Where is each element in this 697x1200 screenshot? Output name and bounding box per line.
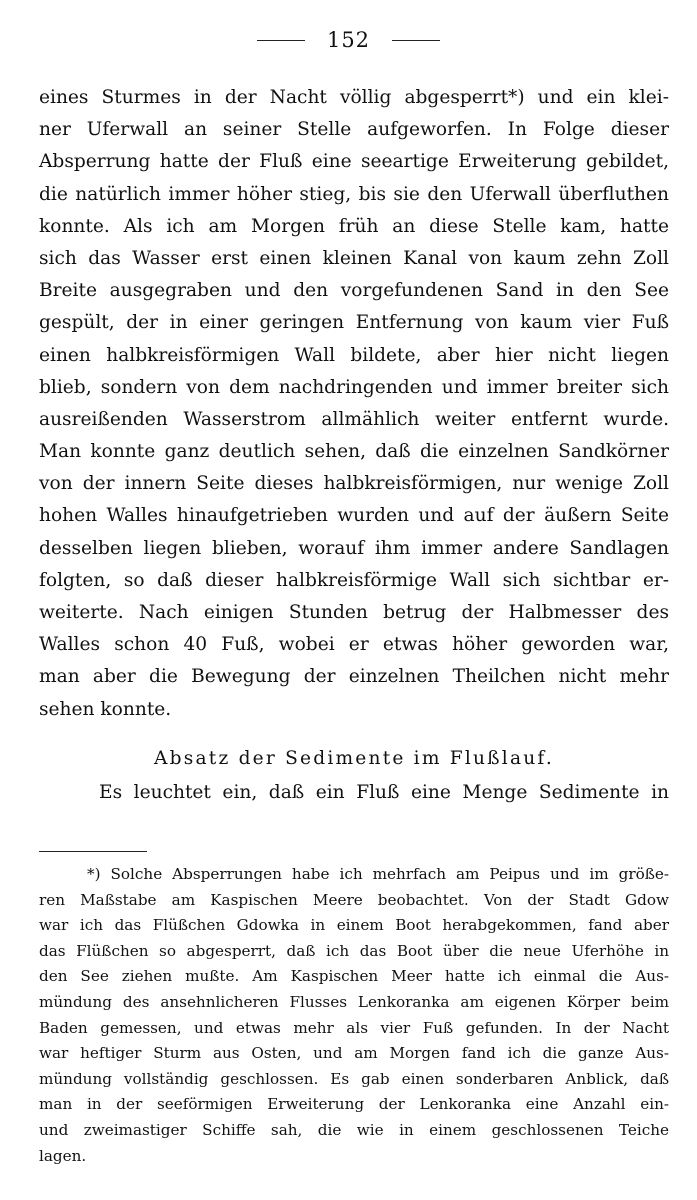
text-line: konnte. Als ich am Morgen früh an diese Stelle kam, hatte [39,215,669,237]
text-line: Walles schon 40 Fuß, wobei er etwas höher geworden war, [39,634,669,656]
footnote-line: das Flüßchen so abgesperrt, daß ich das Boot über die neue Uferhöhe in [39,941,669,960]
text-line: folgten, so daß dieser halbkreisförmige Wall sich sichtbar er- [39,569,669,591]
footnote-line: mündung des ansehnlicheren Flusses Lenkoranka am eigenen Körper beim [39,992,669,1011]
footnote-line: den See ziehen mußte. Am Kaspischen Meer hatte ich einmal die Aus- [39,967,669,986]
footnote [39,862,669,1169]
text-line: sehen konnte. [39,698,172,720]
text-line: die natürlich immer höher stieg, bis sie den Uferwall überfluthen [39,183,669,205]
text-line: blieb, sondern von dem nachdringenden und immer breiter sich [39,376,669,398]
section-heading: Absatz der Sedimente im Flußlauf. [154,747,554,769]
footnote-line: mündung vollständig geschlossen. Es gab einen sonderbaren Anblick, daß [39,1069,669,1088]
text-line: Man konnte ganz deutlich sehen, daß die einzelnen Sandkörner [39,441,669,463]
text-line: ner Uferwall an seiner Stelle aufgeworfen. In Folge dieser [39,119,669,141]
header-rule-right [392,40,440,41]
footnote-line: war heftiger Sturm aus Osten, und am Morgen fand ich die ganze Aus- [39,1044,669,1063]
footnote-line: man in der seeförmigen Erweiterung der Lenkoranka eine Anzahl ein- [39,1095,669,1114]
text-line: weiterte. Nach einigen Stunden betrug der Halbmesser des [39,602,669,623]
text-line: ausreißenden Wasserstrom allmählich weiter entfernt wurde. [39,408,669,430]
text-line: desselben liegen blieben, worauf ihm immer andere Sandlagen [39,537,669,559]
footnote-line: Baden gemessen, und etwas mehr als vier Fuß gefunden. In der Nacht [39,1018,669,1037]
page-number: 152 [326,28,371,52]
page-header [0,28,697,52]
paragraph-start-line: Es leuchtet ein, daß ein Fluß eine Menge Sedimente in [99,781,669,803]
main-text [39,82,669,810]
footnote-line: und zweimastiger Schiffe sah, die wie in einem geschlossenen Teiche [39,1120,669,1139]
header-rule-left [257,40,305,41]
footnote-line: *) Solche Absperrungen habe ich mehrfach am Peipus und im größe- [87,865,669,883]
text-line: von der innern Seite dieses halbkreisförmigen, nur wenige Zoll [39,473,669,495]
text-line: gespült, der in einer geringen Entfernung von kaum vier Fuß [39,312,669,334]
text-line: eines Sturmes in der Nacht völlig abgesperrt*) und ein klei- [39,87,669,108]
text-line: sich das Wasser erst einen kleinen Kanal von kaum zehn Zoll [39,247,669,269]
footnote-line: war ich das Flüßchen Gdowka in einem Boot herabgekommen, fand aber [39,916,669,935]
footnote-line: lagen. [39,1146,87,1165]
text-line: einen halbkreisförmigen Wall bildete, aber hier nicht liegen [39,344,669,366]
footnote-line: ren Maßstabe am Kaspischen Meere beobachtet. Von der Stadt Gdow [39,890,669,909]
footnote-rule [39,851,147,852]
text-line: hohen Walles hinaufgetrieben wurden und auf der äußern Seite [39,505,669,527]
text-line: Absperrung hatte der Fluß eine seeartige Erweiterung gebildet, [39,151,669,173]
text-line: man aber die Bewegung der einzelnen Theilchen nicht mehr [39,666,669,688]
text-line: Breite ausgegraben und den vorgefundenen Sand in den See [39,280,669,302]
